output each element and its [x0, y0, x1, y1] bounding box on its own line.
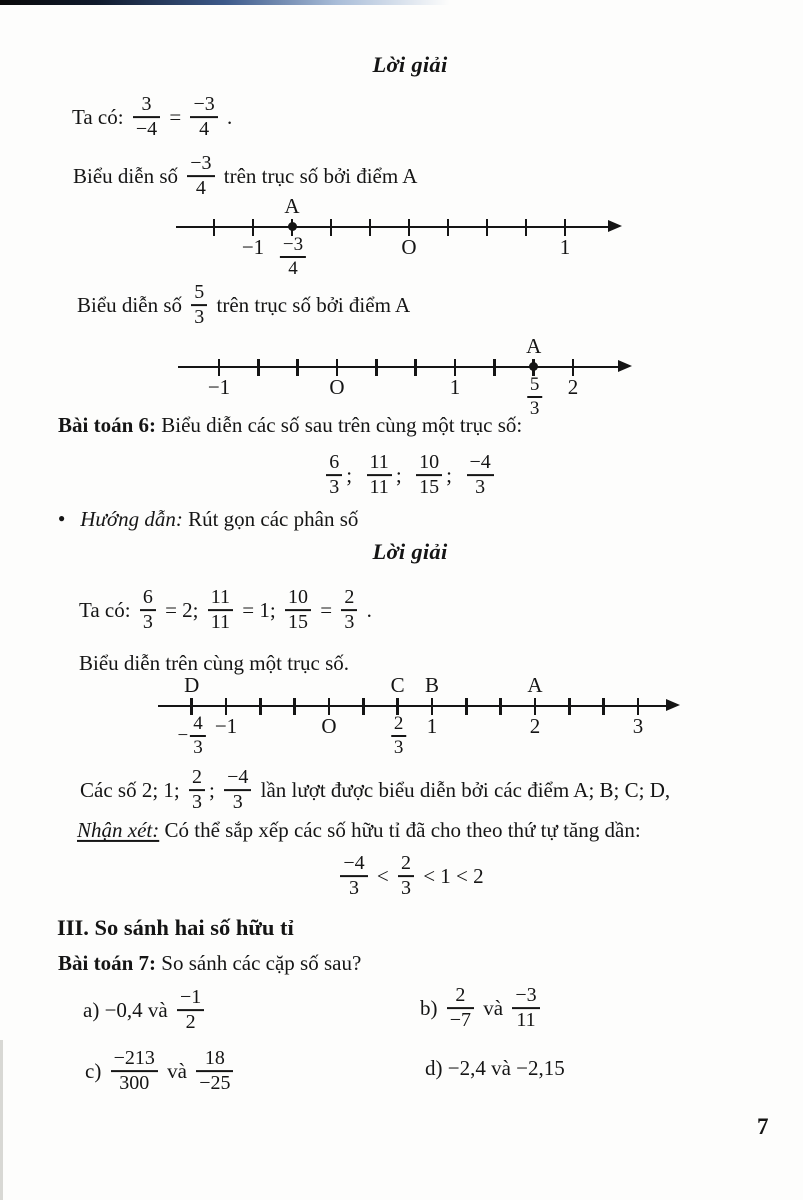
axis-label: −1 — [214, 714, 238, 738]
text-run: Có thể sắp xếp các số hữu tỉ đã cho theo thứ tự tăng dần: — [159, 817, 641, 842]
axis-label: O — [401, 235, 417, 259]
fraction-numerator: 2 — [393, 713, 404, 734]
axis-label: 1 — [559, 235, 571, 259]
separator: ; — [446, 462, 463, 487]
fraction-denominator: 3 — [192, 791, 202, 814]
fraction-numerator: 2 — [455, 984, 466, 1007]
text-run: Ta có: — [79, 597, 136, 622]
fraction-numerator: −3 — [515, 984, 537, 1007]
fraction-denominator: 4 — [199, 118, 210, 141]
fraction — [190, 714, 206, 758]
fraction-numerator: 10 — [419, 451, 440, 474]
axis-label: 2 — [529, 714, 541, 738]
solution-heading-text: Lời giải — [372, 539, 448, 565]
tick-mark — [190, 698, 192, 715]
axis-label: −1 — [207, 375, 231, 399]
fraction-numerator: 6 — [329, 451, 340, 474]
text-run: = 1; — [237, 597, 281, 622]
fraction-denominator: 3 — [344, 611, 355, 634]
tick-mark — [293, 698, 295, 715]
fraction-numerator: −213 — [113, 1047, 155, 1070]
fraction-denominator: 3 — [393, 737, 404, 759]
point-letter: D — [184, 673, 200, 697]
text-run: So sánh các cặp số sau? — [156, 950, 362, 975]
text-run: = 2; — [159, 597, 204, 622]
fraction-denominator: 11 — [369, 476, 389, 499]
text-run: c) — [85, 1058, 107, 1083]
hint-label: Hướng dẫn: — [80, 506, 183, 531]
fraction-numerator: 2 — [400, 852, 411, 875]
fraction-denominator: 300 — [119, 1072, 150, 1095]
fraction-denominator: −7 — [449, 1009, 472, 1032]
axis-label: O — [329, 375, 345, 399]
text-run: < 1 < 2 — [417, 863, 484, 888]
tick-mark — [465, 698, 467, 715]
text-run: và — [478, 995, 509, 1020]
text-run: và — [161, 1058, 193, 1083]
text-run: Các số 2; 1; — [80, 777, 185, 802]
text-run: Biểu diễn các số sau trên cùng một trục số: — [156, 412, 523, 437]
tick-mark — [602, 698, 604, 715]
axis-fraction-label — [178, 714, 206, 758]
fraction-denominator: −4 — [135, 118, 158, 141]
tick-mark — [225, 698, 227, 715]
fraction — [391, 714, 407, 758]
fraction-numerator: 2 — [344, 586, 355, 609]
text-run: Rút gọn các phân số — [182, 506, 359, 531]
tick-mark — [568, 698, 570, 715]
fraction-denominator: 3 — [193, 737, 203, 759]
tick-mark — [431, 698, 433, 715]
text-run: Biểu diễn số — [73, 163, 184, 188]
fraction-numerator: −4 — [343, 852, 365, 875]
problem-6-label: Bài toán 6: — [58, 412, 157, 437]
fraction-numerator: 4 — [193, 713, 203, 734]
bullet-icon: ● — [58, 511, 66, 526]
tick-mark — [259, 698, 261, 715]
text-run: Ta có: — [72, 104, 129, 129]
fraction-numerator: −4 — [469, 451, 491, 474]
fraction-numerator: −3 — [282, 234, 304, 255]
text-run: b) — [420, 995, 443, 1020]
tick-mark — [499, 698, 501, 715]
text-run: trên trục số bởi điểm A — [211, 292, 411, 317]
fraction-denominator: 3 — [232, 791, 243, 814]
text-run: d) −2,4 và −2,15 — [425, 1055, 565, 1080]
axis-label: 2 — [567, 375, 579, 399]
equals-sign: = — [164, 104, 187, 129]
tick-mark — [328, 698, 330, 715]
text-run: Biểu diễn trên cùng một trục số. — [79, 650, 350, 675]
fraction-numerator: 10 — [287, 586, 308, 609]
point-letter: A — [527, 673, 543, 697]
fraction-numerator: 6 — [142, 586, 153, 609]
fraction-denominator: 11 — [210, 611, 231, 634]
axis-label: 1 — [449, 375, 461, 399]
point-letter: A — [526, 334, 542, 358]
separator: ; — [346, 462, 363, 487]
fraction-denominator: 3 — [400, 877, 411, 900]
fraction-numerator: −3 — [190, 152, 212, 175]
text-run: a) −0,4 và — [83, 997, 173, 1022]
fraction-denominator: 4 — [195, 177, 206, 200]
minus-sign: − — [177, 725, 189, 747]
text-run: . — [221, 104, 233, 129]
axis-fraction-label — [389, 714, 407, 758]
fraction-denominator: 3 — [194, 306, 205, 329]
point-letter: B — [424, 673, 440, 697]
remark-label: Nhận xét: — [77, 817, 160, 842]
fraction-numerator: −3 — [193, 93, 215, 116]
axis-line — [158, 705, 670, 707]
separator: ; — [395, 462, 413, 487]
equals-sign: = — [314, 597, 338, 622]
tick-mark — [534, 698, 536, 715]
axis-label: 1 — [426, 714, 438, 738]
fraction-denominator: 4 — [288, 258, 298, 280]
fraction-denominator: 2 — [185, 1011, 196, 1034]
problem-7-label: Bài toán 7: — [58, 950, 157, 975]
fraction-denominator: 3 — [329, 476, 340, 499]
tick-mark — [637, 698, 639, 715]
fraction-denominator: 3 — [475, 476, 486, 499]
tick-mark — [362, 698, 364, 715]
fraction-numerator: 2 — [192, 766, 202, 789]
fraction-denominator: −25 — [199, 1072, 231, 1095]
fraction-numerator: 5 — [529, 374, 540, 395]
axis-label: O — [321, 714, 337, 738]
text-run: trên trục số bởi điểm A — [218, 163, 418, 188]
fraction-denominator: 15 — [287, 611, 308, 634]
section-heading-text: III. So sánh hai số hữu tỉ — [57, 915, 294, 941]
fraction-denominator: 11 — [516, 1009, 536, 1032]
fraction-denominator: 3 — [348, 877, 359, 900]
fraction-numerator: 18 — [204, 1047, 225, 1070]
fraction-numerator: 5 — [194, 281, 205, 304]
fraction-numerator: −1 — [179, 986, 202, 1009]
axis-arrowhead-icon — [666, 699, 680, 711]
solution-heading-text: Lời giải — [372, 52, 448, 78]
fraction-numerator: 11 — [210, 586, 231, 609]
axis-label: 3 — [632, 714, 644, 738]
point-letter: A — [284, 194, 300, 218]
tick-mark — [396, 698, 398, 715]
point-letter: C — [390, 673, 405, 697]
text-run: lần lượt được biểu diễn bởi các điểm A; B; C; D, — [255, 777, 671, 802]
fraction-numerator: 3 — [141, 93, 152, 116]
fraction-numerator: 11 — [369, 451, 389, 474]
fraction-numerator: −4 — [227, 766, 249, 789]
fraction-denominator: 3 — [529, 398, 540, 420]
fraction-denominator: 3 — [142, 611, 153, 634]
text-run: Biểu diễn số — [77, 292, 188, 317]
fraction-denominator: 15 — [419, 476, 440, 499]
page-number: 7 — [757, 1114, 769, 1139]
separator: ; — [209, 777, 221, 802]
less-than-sign: < — [371, 863, 394, 888]
axis-label: −1 — [241, 235, 265, 259]
text-run: . — [361, 597, 372, 622]
